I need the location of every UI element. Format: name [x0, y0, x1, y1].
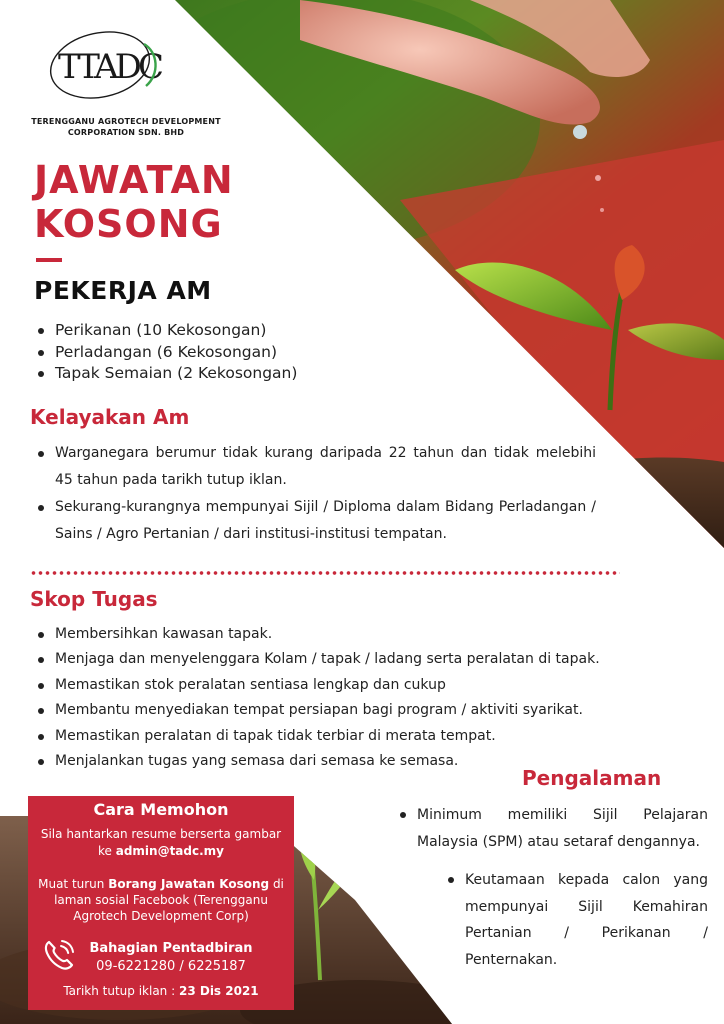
kelayakan-list — [36, 440, 596, 548]
positions-list — [36, 320, 297, 385]
title-divider — [36, 258, 62, 262]
apply-download — [36, 876, 286, 924]
phone-icon — [40, 936, 78, 974]
section-heading-kelayakan: Kelayakan Am — [30, 405, 190, 429]
apply-instruction-text: Sila hantarkan resume berserta gambar ke — [40, 827, 282, 858]
list-item: Keutamaan kepada calon yang mempunyai Sijil Kemahiran Pertanian / Perikanan / Penternakan. — [446, 867, 708, 973]
list-item: Membantu menyediakan tempat persiapan bagi program / aktiviti syarikat. — [36, 698, 696, 723]
list-item: Menjaga dan menyelenggara Kolam / tapak / ladang serta peralatan di tapak. — [36, 647, 696, 672]
download-prefix: Muat turun — [38, 877, 105, 891]
apply-title: Cara Memohon — [93, 800, 229, 819]
svg-text:TTADC: TTADC — [58, 47, 160, 87]
download-form-name: Borang Jawatan Kosong — [108, 877, 270, 891]
title-line-2: KOSONG — [34, 202, 223, 246]
list-item: Tapak Semaian (2 Kekosongan) — [36, 363, 297, 385]
dotted-divider — [30, 570, 620, 576]
list-item: Memastikan stok peralatan sentiasa lengkap dan cukup — [36, 673, 696, 698]
section-heading-pengalaman: Pengalaman — [522, 766, 662, 790]
apply-phone: 09-6221280 / 6225187 — [96, 959, 246, 974]
deadline-date: 23 Dis 2021 — [178, 984, 259, 998]
page-title — [34, 158, 334, 246]
apply-email: admin@tadc.my — [115, 844, 224, 858]
title-line-1: JAWATAN — [34, 158, 234, 202]
pengalaman-list — [398, 802, 708, 973]
list-item: Minimum memiliki Sijil Pelajaran Malaysia (SPM) atau setaraf dengannya. — [398, 802, 708, 855]
list-item: Membersihkan kawasan tapak. — [36, 622, 696, 647]
apply-box — [28, 796, 294, 1010]
job-title: PEKERJA AM — [34, 276, 212, 305]
apply-department: Bahagian Pentadbiran — [89, 941, 253, 956]
tadc-logo-icon — [40, 30, 170, 100]
list-item: Perikanan (10 Kekosongan) — [36, 320, 297, 342]
list-item: Warganegara berumur tidak kurang daripada 22 tahun dan tidak melebihi 45 tahun pada tarikh tutup iklan. — [36, 440, 596, 494]
apply-instruction — [38, 826, 284, 860]
list-item: Perladangan (6 Kekosongan) — [36, 342, 297, 364]
company-name: TERENGGANU AGROTECH DEVELOPMENT CORPORATION SDN. BHD — [31, 117, 221, 137]
apply-deadline — [28, 984, 294, 998]
deadline-label: Tarikh tutup iklan : — [63, 984, 176, 998]
section-heading-skop: Skop Tugas — [30, 587, 158, 611]
skop-list — [36, 622, 696, 774]
list-item: Sekurang-kurangnya mempunyai Sijil / Diploma dalam Bidang Perladangan / Sains / Agro Pertanian / dari institusi-institusi tempatan. — [36, 494, 596, 548]
list-item: Menjalankan tugas yang semasa dari semasa ke semasa. — [36, 749, 696, 774]
list-item: Memastikan peralatan di tapak tidak terbiar di merata tempat. — [36, 724, 696, 749]
download-suffix: di laman sosial Facebook (Terengganu Agrotech Development Corp) — [54, 877, 284, 923]
